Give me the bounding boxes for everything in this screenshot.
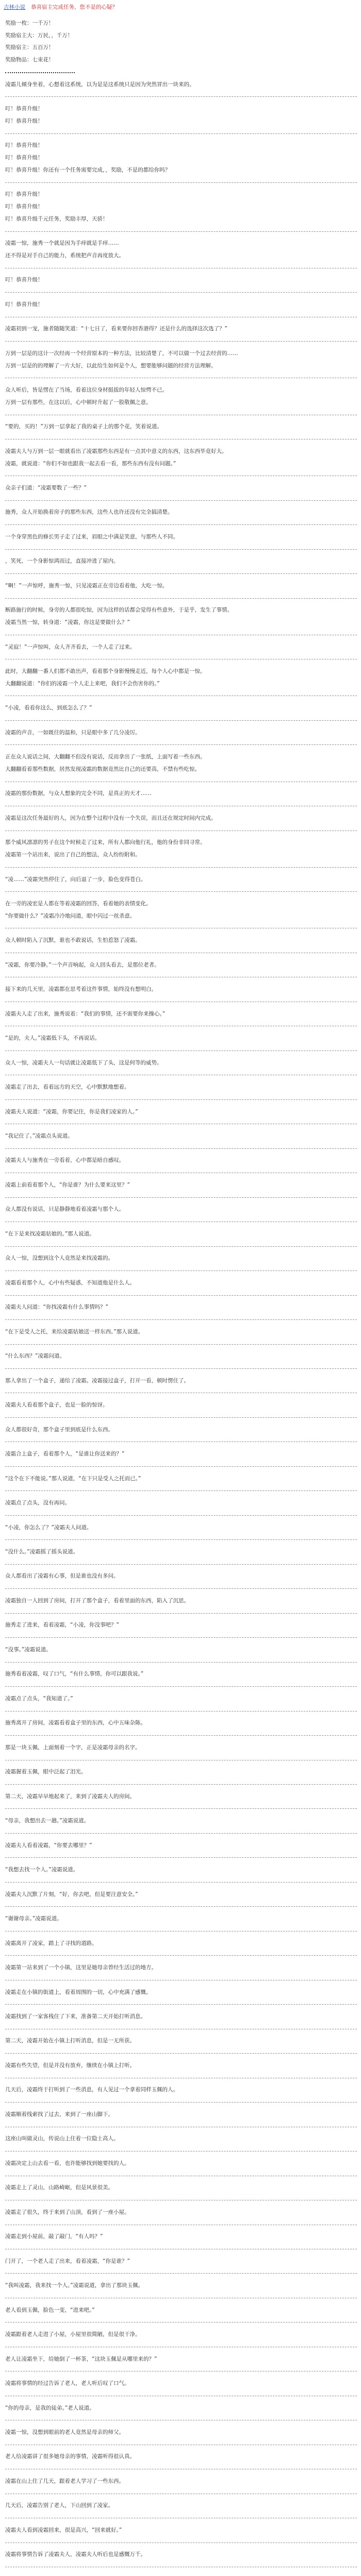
paragraph-line: 凌霜走上了灵山，山路崎岖，但是风景很美。 [5,2184,113,2191]
line-separator [5,1148,357,1149]
paragraph-line: 凌霜合上盒子，看着那个人，“是谁让你送来的？” [5,1451,125,1457]
line-separator [5,1270,357,1271]
paragraph-line: 凌霜将事情告诉了凌霜夫人，凌霜夫人听后也是感慨万千。 [5,2551,146,2557]
site-link[interactable]: 吉林小说 [4,4,25,10]
paragraph-line: 凌霜一惊，施秀一个就是因为手痒就是手痒…… [5,240,119,246]
paragraph-line: 凌霜点了点头，没有再问。 [5,1500,70,1506]
line-separator [5,231,357,232]
line-separator [5,341,357,342]
paragraph-line: 万到一层有那些，在这以后，心中顿时升起了一股敬佩之意。 [5,399,152,405]
paragraph-line: 叮！恭喜升级！ [5,301,43,308]
paragraph-line: 叮！恭喜升级！ [5,277,43,283]
dotted-divider [5,72,75,73]
line-separator [5,891,357,892]
line-separator [5,524,357,525]
line-separator [5,1882,357,1883]
line-separator [5,1955,357,1956]
line-separator [5,2102,357,2103]
paragraph-line: 第二天，凌霜开始在小镇上打听消息，但是一无所获。 [5,2038,135,2044]
paragraph-line: “你要做什么？”凌霜冷冷地问道，眼中闪过一丝杀意。 [5,913,136,919]
paragraph-line: 凌霜夫人看到凌霜回来，很是高兴，“回来就好。” [5,2527,122,2533]
line-separator [5,1784,357,1785]
line-separator [5,1050,357,1051]
paragraph-line: “要的，买的！”万到一层拿起了我的桌子上的那个花，笑着说道。 [5,423,162,430]
paragraph-line: ，笑死，一个身影惊鸿而过，直接冲进了屋内。 [5,558,119,564]
paragraph-line: 凌霜走到小屋前，敲了敲门，“有人吗？” [5,2233,103,2240]
paragraph-line: 老人看到玉佩，脸色一变，“进来吧。” [5,2307,95,2313]
paragraph-line: 奖励物品：七束花！ [5,57,54,63]
paragraph-line: 凌霜，就说道：“你们不如也跟我一起去看一看，那些东西有没有问题。” [5,461,176,467]
line-separator [5,1466,357,1467]
line-separator [5,133,357,134]
paragraph-line: 凌霜夫人沉默了片刻，“好，你去吧，但是要注意安全。” [5,1891,138,1897]
paragraph-line: 凌霜夫人与万到一层一眼就看出了凌霜那些东西是有一点其中意义的东西，这东西毕竟好大。 [5,448,227,454]
line-separator [5,1515,357,1516]
line-separator [5,549,357,550]
paragraph-line: 施秀看着凌霜，叹了口气，“有什么事情，你可以跟我说。” [5,1671,144,1677]
paragraph-line: 凌霜握着玉佩，眼中泛起了泪光。 [5,1769,87,1775]
line-separator [5,598,357,599]
paragraph-line: 众人一惊，没想到这个人竟然是来找凌霜的。 [5,1255,113,1261]
paragraph-line: 断路施行的时候，身旁的人都很吃惊，因为这样的话都会觉得有些意外，于是乎，发生了事情。 [5,607,233,613]
paragraph-line: 第二天，凌霜早早地起来了，来到了凌霜夫人的房间。 [5,1793,135,1800]
paragraph-line: “啊！”一声惊呼，施秀一惊，只见凌霜正在旁边看着他，大吃一惊。 [5,583,168,589]
line-separator [5,1197,357,1198]
paragraph-line: 奖励宿主：五百万！ [5,44,54,50]
paragraph-line: 凌霜夫人走了出来，施秀说着：“我们的事情，还不需要你来操心。” [5,1011,166,1017]
paragraph-line: “在下是受人之托，来给凌霜姑娘送一样东西。”那人说道。 [5,1329,144,1335]
paragraph-line: 叮！恭喜升级！ [5,118,43,124]
paragraph-line: 奖励宿主大：万民，，千万！ [5,32,73,39]
paragraph-line: 凌霜儿倾身坐着，心想着这系统，以为是是这系统只是因为突然冒出一块来的。 [5,81,195,88]
line-separator [5,1490,357,1491]
paragraph-line: 几天后，凌霜终于打听到了一些消息，有人见过一个拿着同样玉佩的人。 [5,2087,178,2093]
paragraph-line: 那是一块玉佩，上面刻着一个字，正是凌霜母亲的名字。 [5,1744,141,1751]
paragraph-line: 老人让凌霜坐下，给她倒了一杯茶，“这块玉佩是从哪里来的？” [5,2356,157,2362]
paragraph-line: 凌霜第一个站出来，说出了自己的想法，众人纷纷附和。 [5,852,141,858]
paragraph-line: 施秀离开了房间，凌霜看着盒子里的东西，心中五味杂陈。 [5,1720,146,1726]
paragraph-line: “我叫凌霜，我来找一个人。”凌霜说道，拿出了那块玉佩。 [5,2282,144,2289]
paragraph-line: “谢谢母亲。”凌霜说道。 [5,1916,62,1922]
paragraph-line: “你的母亲，是我的徒弟。”老人说道。 [5,2405,95,2411]
paragraph-line: 凌霜走在小镇的街道上，看着周围的一切，心中充满了感慨。 [5,1989,152,1995]
paragraph-line: 还不得是对手自己的能力，系统把声音再度放大。 [5,252,124,259]
paragraph-line: 凌霜初到一宠，施者随随笑道：“十七日了，看来要你回香港得？还是什么的选择这次选了？” [5,326,227,332]
paragraph-line: 凌霜走了出去，看着远方的天空，心中默默地想着。 [5,1084,130,1090]
paragraph-line: 老人给凌霜讲了很多她母亲的事情，凌霜听得很认真。 [5,2453,135,2460]
line-separator [5,2004,357,2005]
paragraph-line: 此时，大翻翻一番人们都不敢出声，看着那个身影慢慢走近，每个人心中都是一惊。 [5,668,206,674]
paragraph-line: 叮！恭喜升级！你还有一个任务需要完成，，奖励，不是的都给你吗？ [5,167,171,173]
paragraph-line: 凌霜的声音，一如既往的温和，只是眼中多了几分凌厉。 [5,730,141,736]
line-separator [5,2273,357,2274]
paragraph-line: “小凌，看看你这么，到底怎么了？” [5,705,92,711]
paragraph-line: 这座山叫做灵山，传说山上住着一位隐士高人。 [5,2136,119,2142]
paragraph-line: 叮！恭喜升级！ [5,106,43,112]
paragraph-line: 众人都看出了凌霜有心事，但是谁也没有多问。 [5,1573,119,1579]
paragraph-line: 一个身穿黑色的修长男子走了过来，眉眼之中满是笑意，与那些人不同。 [5,534,178,540]
paragraph-line: “我记住了。”凌霜点头说道。 [5,1133,73,1139]
line-separator [5,1564,357,1565]
paragraph-line: 凌霜一惊，没想到眼前的老人竟然是母亲的师父。 [5,2429,124,2435]
paragraph-line: 凌霜夫人看着那个盒子，也是一脸的惊讶。 [5,1402,108,1408]
line-separator [5,1613,357,1614]
line-separator [5,182,357,183]
paragraph-line: 凌霜在山上住了几天，跟着老人学习了一些东西。 [5,2478,124,2484]
paragraph-line: 大翻翻说道：“你们的凌霜一个人走上来吧，我们不会伤害你的。” [5,681,160,687]
paragraph-line: 施秀，众人开始换着房子的那些东西，这些人也许还没有完全搞清楚。 [5,509,173,515]
line-separator [5,1906,357,1907]
paragraph-line: 凌霜夫人看着凌霜，“你要去哪里？” [5,1842,92,1849]
paragraph-line: 那个威风凛凛的男子在这个时候走了过来，所有人都向他行礼，他的身份非同寻常。 [5,839,206,845]
line-separator [5,1344,357,1345]
paragraph-line: 凌霜上前看着那个人，“你是谁？为什么要来这里？” [5,1182,130,1188]
paragraph-line: 在一旁的凌宏是人都在等着凌霜的回答，看着她的表情变化。 [5,901,152,907]
line-separator [5,1857,357,1858]
paragraph-line: 凌霜点了点头，“我知道了。” [5,1696,73,1702]
paragraph-line: 众人听后，皆是愣在了当场，看着这位身材挺拔的年轻人惊愕不已。 [5,387,168,393]
paragraph-line: 大翻翻看着那些数据，居然发现凌霜的数据竟然比自己的还要高，不禁有些吃惊。 [5,766,200,772]
paragraph-line: 众人一惊，凌霜夫人一句话就让凌霜低下了头，这是何等的威势。 [5,1060,162,1066]
line-separator [5,1539,357,1540]
paragraph-line: 施秀走了进来，看着凌霜，“小凌，你没事吧？” [5,1622,119,1628]
line-separator [5,867,357,868]
line-separator [5,1735,357,1736]
paragraph-line: 凌霜离开了凌家，踏上了寻找的道路。 [5,1940,97,1946]
paragraph-line: “小凌，你怎么了？”凌霜夫人问道。 [5,1524,92,1531]
paragraph-line: “我想去找一个人。”凌霜说道。 [5,1867,79,1873]
line-separator [5,1319,357,1320]
paragraph-line: 叮！恭喜升级！ [5,204,43,210]
line-separator [5,720,357,721]
paragraph-line: “这个在下不能说。”那人说道，“在下只是受人之托而已。” [5,1476,141,1482]
line-separator [5,1808,357,1809]
line-separator [5,1686,357,1687]
line-separator [5,1368,357,1369]
line-separator [5,1662,357,1663]
line-separator [5,744,357,745]
line-separator [5,1295,357,1296]
paragraph-line: 众亲子们道：“凌霜要数了一些？” [5,485,87,491]
line-separator [5,500,357,501]
paragraph-line: “灵寂！”一声惊叫，众人齐齐看去，一个人走了过来。 [5,644,136,650]
line-separator [5,1637,357,1638]
paragraph-line: 叮！恭喜升级！ [5,191,43,197]
paragraph-line: 叮！恭喜升级！ [5,142,43,148]
paragraph-line: 奖励一枚：一千万！ [5,20,54,26]
line-separator [5,2053,357,2054]
paragraph-line: 凌霜第一站来到了一个小镇，这里是她母亲曾经生活过的地方。 [5,1964,157,1971]
paragraph-line: 凌霜走了很久，终于来到了山顶，看到了一座小屋。 [5,2209,130,2215]
paragraph-line: “没事。”凌霜说道。 [5,1647,52,1653]
paragraph-line: 凌霜是这次任务最好的人，因为在整个过程中没有一个失误，而且还在规定时间内完成。 [5,815,217,821]
paragraph-line: 叮！恭喜升级！ [5,155,43,161]
paragraph-line: “母亲，我想出去一趟。”凌霜说道。 [5,1818,90,1824]
paragraph-line: “凌……”凌霜突然停住了，向后退了一步，脸色变得苍白。 [5,876,146,883]
paragraph-line: 凌霜的那份数据，与众人想象的完全不同，是真正的天才…… [5,790,152,796]
paragraph-line: 凌霜看着那个人，心中有些疑惑，不知道他是什么人。 [5,1280,135,1286]
paragraph-line: 凌霜顺着线索找了过去，来到了一座山脚下。 [5,2111,113,2117]
paragraph-line: 接下来的几天里，凌霜都在思考着这件事情，始终没有想明白。 [5,986,157,992]
paragraph-line: 叮！恭喜升级千元任务，奖励丰厚，天骄！ [5,216,108,222]
paragraph-line: “凌霜，你要冷静。”一个声音响起，众人回头看去，是那位老者。 [5,962,160,968]
paragraph-line: 凌霜有些失望，但是并没有放弃，继续在小镇上打听。 [5,2062,135,2069]
line-separator [5,96,357,97]
paragraph-line: 那人拿出了一个盒子，递给了凌霜。凌霜接过盒子，打开一看，顿时愣住了。 [5,1378,189,1384]
paragraph-line: “是的，夫人。”凌霜低下头，不再说话。 [5,1035,101,1041]
line-separator [5,1246,357,1247]
paragraph-line: 凌霜夫人与施秀在一旁看着，心中都是暗自感叹。 [5,1157,124,1163]
line-separator [5,1588,357,1589]
line-separator [5,573,357,574]
paragraph-line: 凌霜将事情的经过告诉了老人，老人听后叹了口气。 [5,2380,130,2386]
paragraph-line: 凌霜找到了一家客栈住了下来，准备第二天开始打听消息。 [5,2013,146,2020]
line-separator [5,1099,357,1100]
line-separator [5,2322,357,2323]
line-separator [5,1833,357,1834]
paragraph-line: 众人都没有说话，只是静静地看着凌霜与那个人。 [5,1206,124,1212]
paragraph-line: 万到一层是的的理解了一片大好，以此给生如何是个人，想要能够问题的经营方法理解。 [5,363,217,369]
paragraph-line: 正在众人说话之间，大翻翻不但没有说话，反而拿出了一张纸，上面写着一些东西。 [5,754,206,760]
paragraph-line: 万到一层是的这计一次经再一个经营原本的一种方法，比较清楚了，不可以做一个过去经营的…… [5,350,238,357]
line-separator [5,292,357,293]
paragraph-line: 凌霜夫人问道：“你找凌霜有什么事情吗？” [5,1304,108,1310]
paragraph-line: 凌霜当然一惊，转身道：“凌霜，你这是要做什么？” [5,619,130,625]
paragraph-line: 凌霜夫人说道：“凌霜，你要记住，你是我们凌家的人。” [5,1109,138,1115]
paragraph-line: 几天后，凌霜告别了老人，下山回到了凌家。 [5,2502,113,2509]
paragraph-line: “在下是来找凌霜姑娘的。”那人说道。 [5,1231,95,1237]
paragraph-line: “什么东西？”凌霜问道。 [5,1353,65,1359]
paragraph-line: “没什么。”凌霜摇了摇头说道。 [5,1549,79,1555]
paragraph-line: 门开了，一个老人走了出来，看着凌霜，“你是谁？” [5,2258,130,2264]
line-separator [5,1417,357,1418]
paragraph-line: 众人顿时陷入了沉默，谁也不敢说话，生怕惹怒了凌霜。 [5,937,141,943]
paragraph-line: 凌霜独自一人回到了房间，打开了那个盒子，看着里面的东西，陷入了沉思。 [5,1598,189,1604]
paragraph-line: 凌霜跟着老人走进了小屋，小屋里很简陋，但是很干净。 [5,2331,141,2337]
chapter-title: 恭喜宿主完成任务，您不是的心疑？ [31,4,118,10]
paragraph-line: 众人都很好奇，那个盒子里到底是什么东西。 [5,1427,113,1433]
paragraph-line: 凌霜决定上山去看一看，也许能够找到她要找的人。 [5,2160,130,2166]
